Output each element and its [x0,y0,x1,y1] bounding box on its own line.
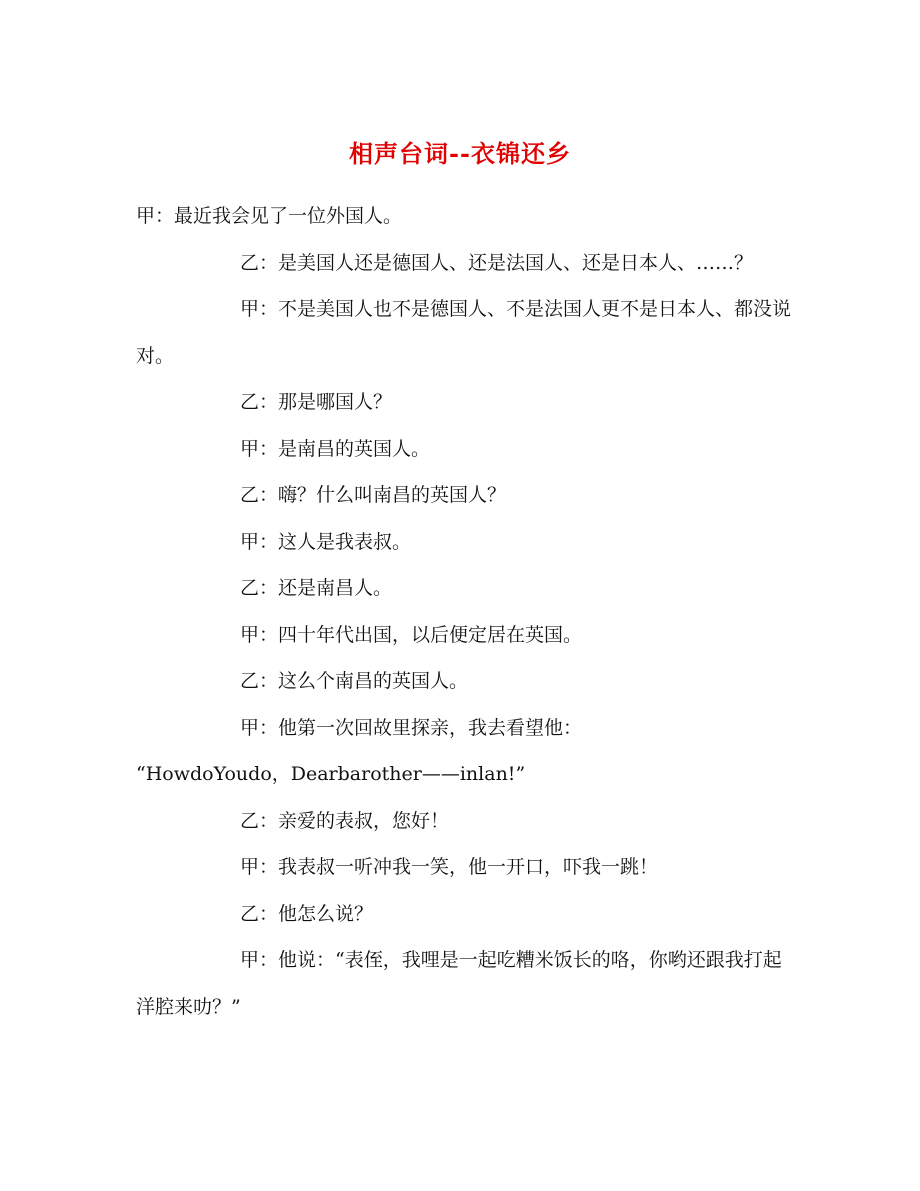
dialogue-line: 乙：是美国人还是德国人、还是法国人、还是日本人、……？ [240,251,754,274]
dialogue-line: 甲：我表叔一听冲我一笑，他一开口，吓我一跳！ [240,856,659,878]
dialogue-line: 乙：他怎么说？ [240,902,374,925]
dialogue-line: 乙：嗨？什么叫南昌的英国人？ [240,484,507,506]
dialogue-line: 甲：他第一次回故里探亲，我去看望他： [240,716,583,739]
dialogue-line: 甲：这人是我表叔。 [240,530,412,553]
document-body [136,193,792,1030]
dialogue-line: 甲：是南昌的英国人。 [240,437,431,460]
dialogue-line: 甲：四十年代出国，以后便定居在英国。 [240,623,583,646]
dialogue-line: 甲：他说：“表侄，我哩是一起吃糟米饭长的咯，你哟还跟我打起洋腔来叻？” [136,949,782,1018]
dialogue-line: 甲：不是美国人也不是德国人、不是法国人更不是日本人、都没说对。 [136,298,792,367]
dialogue-line: 乙：那是哪国人？ [240,391,393,413]
dialogue-line: 乙：这么个南昌的英国人。 [240,670,469,692]
dialogue-line: 乙：亲爱的表叔，您好！ [240,809,450,832]
document-title: 相声台词--衣锦还乡 [349,139,571,169]
dialogue-line: 乙：还是南昌人。 [240,577,393,599]
dialogue-line: “HowdoYoudo，Dearbarother——inlan!” [136,763,526,785]
dialogue-line: 甲：最近我会见了一位外国人。 [136,205,403,227]
